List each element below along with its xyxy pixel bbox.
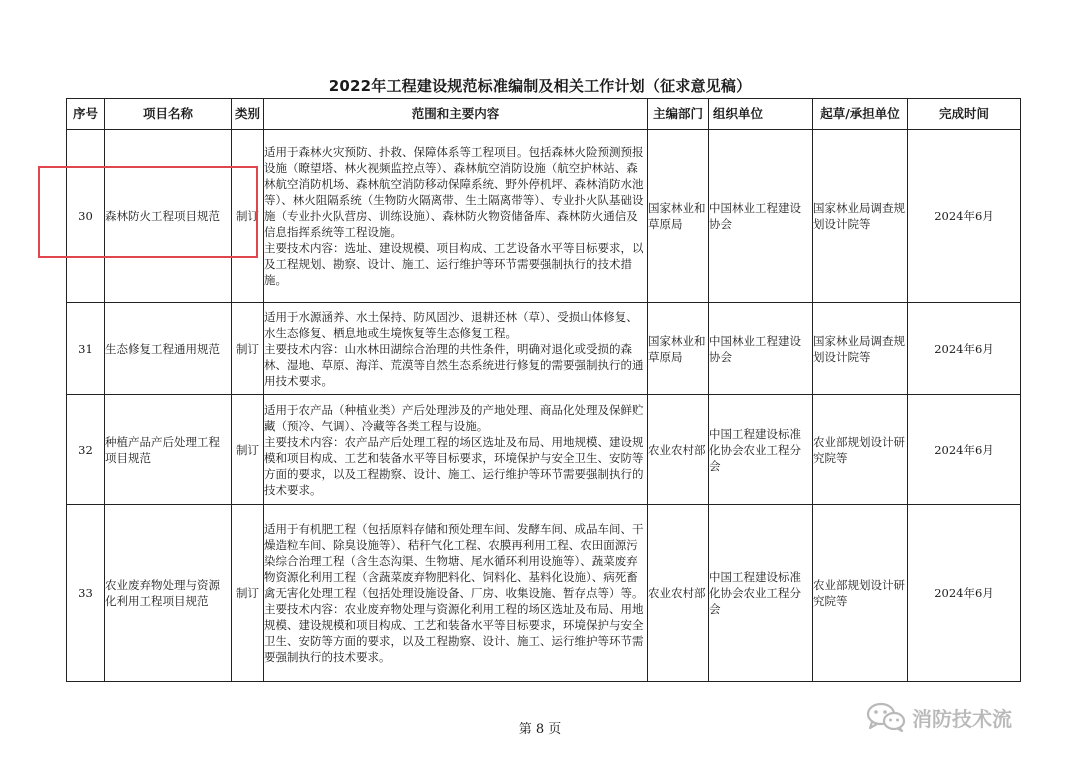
scope-paragraph: 适用于水源涵养、水土保持、防风固沙、退耕还林（草）、受损山体修复、水生态修复、栖息地或生境恢复等生态修复工程。 [264, 309, 638, 340]
row-done: 2024年6月 [908, 130, 1021, 303]
row-done: 2024年6月 [908, 395, 1021, 505]
header-name: 项目名称 [105, 99, 232, 130]
table-row [67, 505, 1021, 682]
row-kind: 制订 [232, 505, 264, 682]
row-org: 中国林业工程建设协会 [709, 130, 813, 303]
row-drafter: 农业部规划设计研究院等 [813, 395, 908, 505]
row-kind: 制订 [232, 303, 264, 395]
scope-paragraph: 主要技术内容：农产品产后处理工程的场区选址及布局、用地规模、建设规模和项目构成、工艺和装备水平等目标要求，环境保护与安全卫生、安防等方面的要求，以及工程勘察、设计、施工、运行维护等环节需要强制执行的技术要求。 [264, 434, 644, 497]
row-name: 农业废弃物处理与资源化利用工程项目规范 [105, 505, 232, 682]
row-seq: 33 [67, 505, 105, 682]
scope-paragraph: 适用于森林火灾预防、扑救、保障体系等工程项目。包括森林火险预测预报设施（瞭望塔、林火视频监控点等）、森林航空消防设施（航空护林站、森林航空消防机场、森林航空消防移动保障系统、野外停机坪、森林消防水池等）、林火阻隔系统（生物防火隔离带、生土隔离带等）、专业扑火队基础设施（专业扑火队营房、训练设施）、森林防火物资储备库、森林防火通信及信息指挥系统等工程设施。 [264, 145, 644, 239]
row-dept: 国家林业和草原局 [648, 130, 709, 303]
scope-paragraph: 适用于农产品（种植业类）产后处理涉及的产地处理、商品化处理及保鲜贮藏（预冷、气调）、冷藏等各类工程与设施。 [264, 402, 644, 433]
row-org: 中国工程建设标准化协会农业工程分会 [709, 395, 813, 505]
table-row [67, 303, 1021, 395]
row-drafter: 农业部规划设计研究院等 [813, 505, 908, 682]
page-number: 第 8 页 [518, 722, 562, 737]
row-scope [264, 303, 648, 395]
row-drafter: 国家林业局调查规划设计院等 [813, 130, 908, 303]
header-scope: 范围和主要内容 [264, 99, 648, 130]
row-kind: 制订 [232, 130, 264, 303]
row-done: 2024年6月 [908, 303, 1021, 395]
row-seq: 30 [67, 130, 105, 303]
row-dept: 农业农村部 [648, 505, 709, 682]
row-dept: 农业农村部 [648, 395, 709, 505]
row-org: 中国工程建设标准化协会农业工程分会 [709, 505, 813, 682]
row-name: 生态修复工程通用规范 [105, 303, 232, 395]
watermark [866, 702, 1012, 732]
row-scope [264, 395, 648, 505]
scope-paragraph: 主要技术内容：山水林田湖综合治理的共性条件，明确对退化或受损的森林、湿地、草原、海洋、荒漠等自然生态系统进行修复的需要强制执行的通用技术要求。 [264, 341, 644, 388]
highlight-box [38, 166, 258, 258]
row-drafter: 国家林业局调查规划设计院等 [813, 303, 908, 395]
row-name: 种植产品产后处理工程项目规范 [105, 395, 232, 505]
scope-paragraph: 适用于有机肥工程（包括原料存储和预处理车间、发酵车间、成品车间、干燥造粒车间、除臭设施等）、秸秆气化工程、农膜再利用工程、农田面源污染综合治理工程（含生态沟渠、生物塘、尾水循环利用设施等）、蔬菜废弃物资源化利用工程（含蔬菜废弃物肥料化、饲料化、基料化设施）、病死畜禽无害化处理工程（包括处理设施设备、厂房、收集设施、暂存点等）等。 [264, 522, 644, 600]
wechat-icon [866, 702, 906, 732]
scope-paragraph: 主要技术内容：农业废弃物处理与资源化利用工程的场区选址及布局、用地规模、建设规模和项目构成、工艺和装备水平等目标要求，环境保护与安全卫生、安防等方面的要求，以及工程勘察、设计、施工、运行维护等环节需要强制执行的技术要求。 [264, 602, 644, 664]
watermark-text: 消防技术流 [912, 706, 1012, 731]
header-kind: 类别 [232, 99, 264, 130]
row-seq: 32 [67, 395, 105, 505]
row-scope [264, 130, 648, 303]
header-seq: 序号 [67, 99, 105, 130]
table-row [67, 395, 1021, 505]
page-title: 2022年工程建设规范标准编制及相关工作计划（征求意见稿） [328, 77, 752, 95]
header-org: 组织单位 [709, 99, 813, 130]
scope-paragraph: 主要技术内容：选址、建设规模、项目构成、工艺设备水平等目标要求，以及工程规划、勘察、设计、施工、运行维护等环节需要强制执行的技术措施。 [264, 241, 644, 287]
header-drafter: 起草/承担单位 [813, 99, 908, 130]
header-dept: 主编部门 [648, 99, 709, 130]
table-header-row [67, 99, 1021, 130]
row-seq: 31 [67, 303, 105, 395]
row-org: 中国林业工程建设协会 [709, 303, 813, 395]
row-name: 森林防火工程项目规范 [105, 130, 232, 303]
header-done: 完成时间 [908, 99, 1021, 130]
row-scope [264, 505, 648, 682]
row-kind: 制订 [232, 395, 264, 505]
row-done: 2024年6月 [908, 505, 1021, 682]
row-dept: 国家林业和草原局 [648, 303, 709, 395]
